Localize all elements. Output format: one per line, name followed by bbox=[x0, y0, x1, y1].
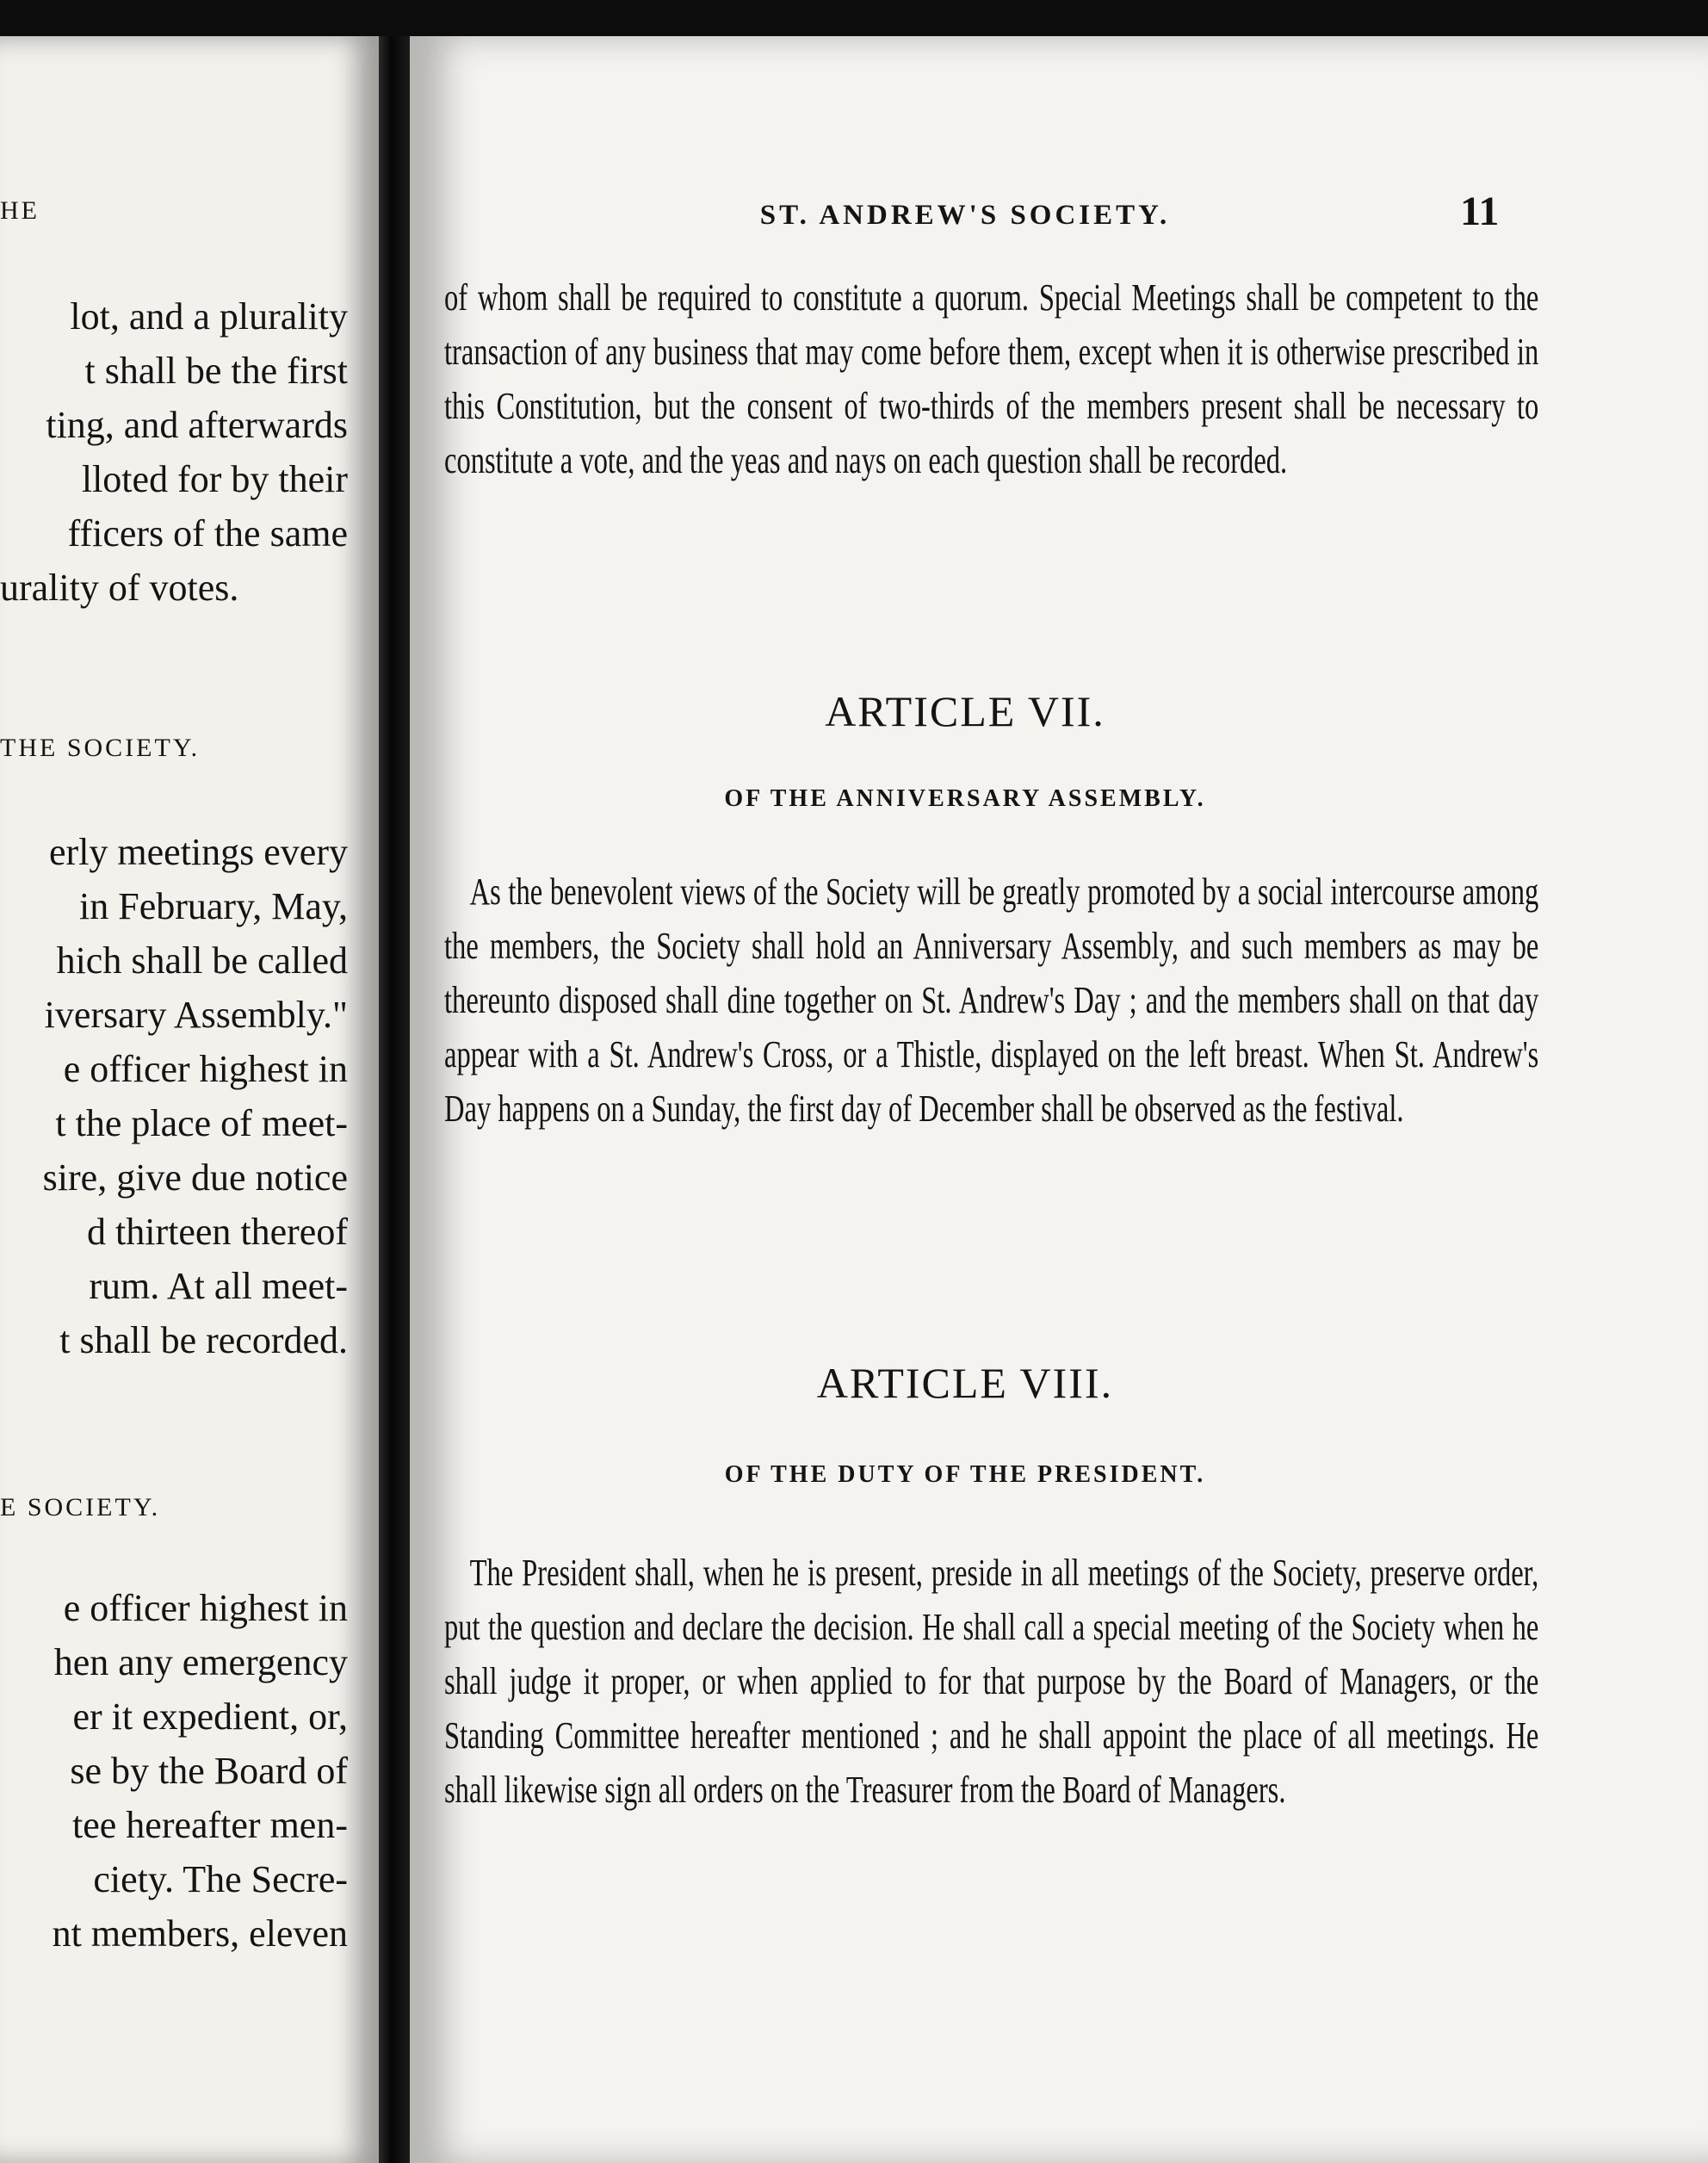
left-page-header-fragment: HE bbox=[0, 196, 40, 225]
left-page-line: ting, and afterwards bbox=[46, 404, 348, 446]
left-page-line: sire, give due notice bbox=[42, 1156, 348, 1199]
left-page-line: urality of votes. bbox=[0, 567, 239, 609]
left-page-line: ciety. The Secre- bbox=[93, 1858, 348, 1900]
page-number: 11 bbox=[1460, 189, 1500, 234]
left-page-line: fficers of the same bbox=[67, 512, 348, 555]
left-facing-page bbox=[0, 36, 379, 2163]
left-page-line: rum. At all meet- bbox=[89, 1265, 348, 1307]
left-page-line: se by the Board of bbox=[70, 1750, 348, 1792]
article-vii-heading: ARTICLE VII. bbox=[825, 687, 1105, 735]
left-page-line: nt members, eleven bbox=[52, 1912, 348, 1955]
left-page-section-heading: E SOCIETY. bbox=[0, 1493, 161, 1522]
left-page-line: hen any emergency bbox=[53, 1641, 348, 1683]
left-page-line: d thirteen thereof bbox=[87, 1211, 348, 1253]
left-page-line: t shall be the first bbox=[84, 350, 348, 392]
article-vii-paragraph: As the benevolent views of the Society will be greatly promoted by a social intercourse among the members, the Society shall hold an Anniversary Assembly, and such members as may be thereunto disposed shall dine together on St. Andrew's Day ; and the members shall on that day appear with a St. Andrew's Cross, or a Thistle, displayed on the left breast. When St. Andrew's Day happens on a Sunday, the first day of December shall be observed as the festival. bbox=[444, 871, 1539, 1130]
left-page-line: erly meetings every bbox=[49, 831, 348, 873]
running-head: ST. ANDREW'S SOCIETY. bbox=[759, 200, 1171, 231]
left-page-line: in February, May, bbox=[79, 885, 348, 927]
left-page-line: iversary Assembly." bbox=[44, 994, 348, 1036]
left-page-line: e officer highest in bbox=[63, 1587, 348, 1629]
right-page bbox=[410, 36, 1708, 2163]
article-viii-heading: ARTICLE VIII. bbox=[816, 1359, 1114, 1407]
article-vii-subtitle: OF THE ANNIVERSARY ASSEMBLY. bbox=[724, 785, 1206, 812]
left-page-line: tee hereafter men- bbox=[72, 1804, 348, 1846]
left-page-line: lloted for by their bbox=[81, 458, 348, 500]
book-gutter bbox=[379, 36, 410, 2163]
left-page-line: hich shall be called bbox=[56, 939, 348, 982]
left-page-line: t the place of meet- bbox=[55, 1102, 348, 1144]
left-page-line: t shall be recorded. bbox=[59, 1319, 348, 1361]
article-viii-paragraph: The President shall, when he is present, preside in all meetings of the Society, preserve order, put the question and declare the decision. He shall call a special meeting of the Society when he shall judge it proper, or when applied to for that purpose by the Board of Managers, or the Standing Committee hereafter mentioned ; and he shall appoint the place of all meetings. He shall likewise sign all orders on the Treasurer from the Board of Managers. bbox=[444, 1552, 1539, 1811]
left-page-line: e officer highest in bbox=[63, 1048, 348, 1090]
article-viii-subtitle: OF THE DUTY OF THE PRESIDENT. bbox=[724, 1461, 1206, 1488]
left-page-line: lot, and a plurality bbox=[70, 295, 348, 338]
continuation-paragraph: of whom shall be required to constitute a quorum. Special Meetings shall be competent to the transaction of any business that may come before them, except when it is otherwise prescribed in this Constitution, but the consent of two-thirds of the members present shall be necessary to constitute a vote, and the yeas and nays on each question shall be recorded. bbox=[444, 276, 1539, 481]
left-page-line: er it expedient, or, bbox=[72, 1695, 348, 1738]
left-page-section-heading: THE SOCIETY. bbox=[0, 734, 201, 762]
